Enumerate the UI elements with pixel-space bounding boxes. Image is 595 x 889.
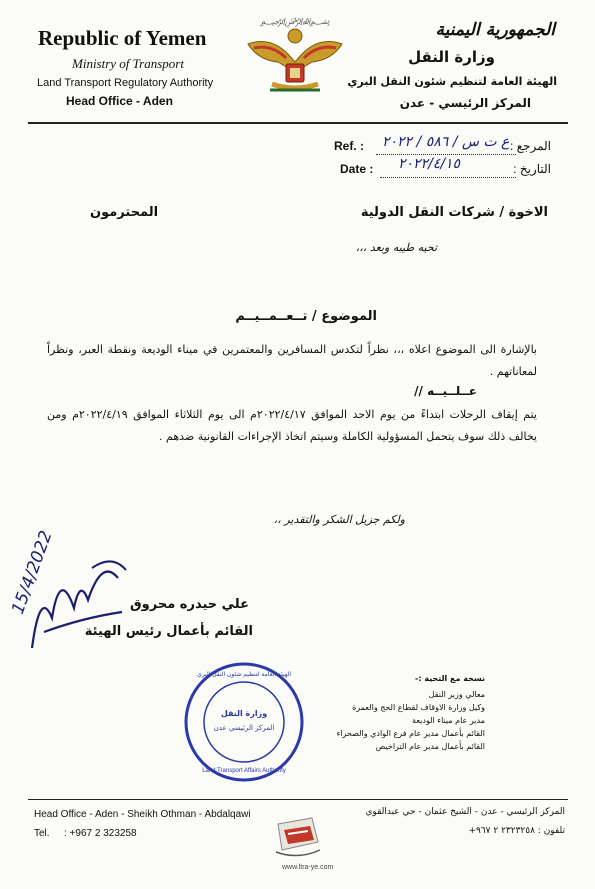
stamp-en-ring: Land Transport Affairs Authority (202, 768, 286, 774)
body-paragraph-2: يتم إيقاف الرحلات ابتداءً من يوم الاحد الموافق ٢٠٢٢/٤/١٧م الى يوم الثلاثاء الموافق ٢٠٢٢/٤/١٩م ومن يخالف ذلك سوف يتحمل المسؤولية الكاملة وسيتم اتخاذ الإجراءات القانونية ضدهم . (47, 408, 537, 443)
ref-value: ع ت س / ٥٨٦ / ٢٠٢٢ (382, 134, 510, 150)
subject-line: الموضوع / تــعــمــيــم (235, 309, 377, 324)
header-divider (28, 122, 568, 124)
svg-text:﷽: ﷽ (260, 17, 330, 27)
greeting: تحيه طيبه وبعد ،،، (355, 241, 437, 254)
cc-list (337, 688, 485, 753)
ar-ministry: وزارة النقل (408, 48, 495, 66)
yemen-eagle-emblem-icon (240, 10, 350, 106)
signatory-title: القائم بأعمال رئيس الهيئة (84, 624, 253, 639)
cc-item: وكيل وزارة الاوقاف لقطاع الحج والعمرة (352, 703, 485, 712)
addressee-respect: المحترمون (90, 205, 159, 220)
footer-ar-tel: تلفون : ٢٣٢٣٢٥٨ ٢ ٩٦٧+ (468, 826, 565, 836)
cc-item: القائم بأعمال مدير عام فرع الوادي والصحراء (336, 729, 485, 738)
footer-en-tel-label: Tel. (34, 828, 50, 839)
ltra-logo-icon (268, 812, 328, 862)
date-label: Date : (340, 162, 374, 176)
footer-website: www.ltra-ye.com (282, 864, 334, 871)
ar-head-office: المركز الرئيسي - عدن (399, 96, 531, 110)
ref-dotted-line (376, 154, 516, 155)
stamp-top-ring: الهيئة العامة لتنظيم شئون النقل البري (197, 671, 291, 678)
en-head-office: Head Office - Aden (66, 94, 173, 108)
signatory-name: علي حيدره محروق (130, 597, 249, 612)
en-authority: Land Transport Regulatory Authority (37, 77, 214, 89)
en-republic-title: Republic of Yemen (38, 26, 207, 50)
addressee: الاخوة / شركات النقل الدولية (360, 205, 548, 220)
footer-en-tel: : +967 2 323258 (64, 828, 137, 839)
footer-en-address: Head Office - Aden - Sheikh Othman - Abdalqawi (34, 809, 251, 820)
stamp-line-2: المركز الرئيسي عدن (213, 724, 275, 732)
cc-item: معالي وزير النقل (428, 690, 485, 699)
cc-item: مدير عام ميناء الوديعة (412, 716, 485, 725)
body-paragraph-1: بالإشارة الى الموضوع اعلاه ،،، نظراً لتكدس المسافرين والمعتمرين في ميناء الوديعة ونقطة العبر، ونظراً لمعاناتهم . (47, 343, 537, 378)
closing-line: ولكم جزيل الشكر والتقدير ،، (273, 513, 405, 526)
ref-label: Ref. : (334, 139, 364, 153)
footer-ar-address: المركز الرئيسي - عدن - الشيخ عثمان - حي عبدالقوي (365, 807, 565, 817)
date-dotted-line (380, 177, 516, 178)
date-ar-label: التاريخ : (513, 162, 551, 176)
official-stamp-icon (182, 660, 306, 784)
ref-ar-label: المرجع : (509, 139, 551, 153)
stamp-line-1: وزارة النقل (220, 709, 268, 718)
ar-authority: الهيئة العامة لتنظيم شئون النقل البري (347, 75, 557, 88)
handwritten-date: 15/4/2022 (8, 528, 57, 617)
cc-item: القائم بأعمال مدير عام التراخيص (375, 742, 485, 751)
date-value: ٢٠٢٢/٤/١٥ (398, 156, 461, 172)
alayh-heading: عــلــيــه // (414, 384, 477, 398)
ar-republic-title: الجمهورية اليمنية (435, 20, 555, 40)
footer-divider (28, 799, 568, 800)
cc-heading: نسخة مع التحية :- (415, 674, 485, 683)
en-ministry: Ministry of Transport (72, 56, 184, 71)
